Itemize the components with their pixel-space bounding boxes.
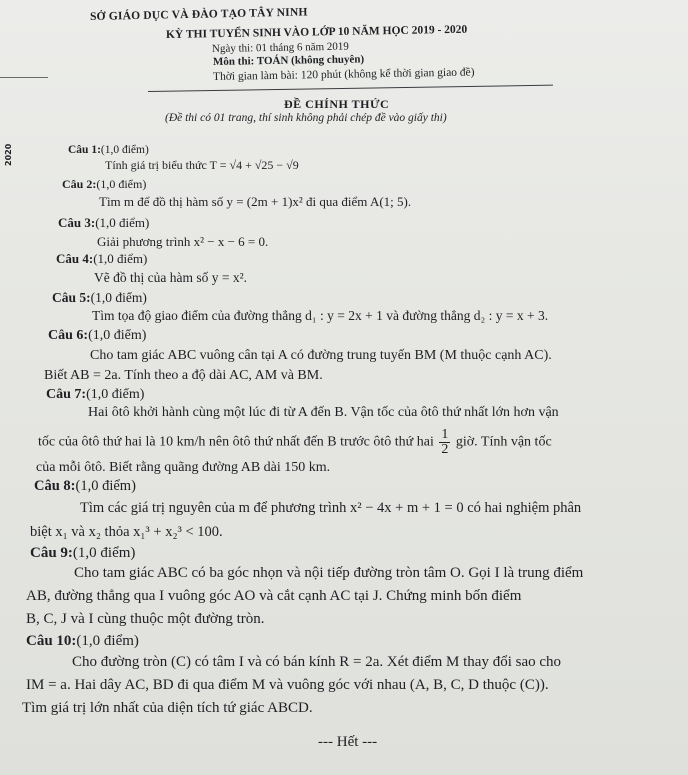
exam-date: Ngày thi: 01 tháng 6 năm 2019 [211,40,349,55]
department-name: SỞ GIÁO DỤC VÀ ĐÀO TẠO TÂY NINH [89,6,308,23]
official-label: ĐỀ CHÍNH THỨC [284,97,390,111]
question-7-header: Câu 7:(1,0 điểm) [46,387,145,402]
question-7-text-1: Hai ôtô khởi hành cùng một lúc đi từ A đến B. Vận tốc của ôtô thứ nhất lớn hơn vận [88,405,559,420]
header-divider [148,85,553,92]
question-10-text-1: Cho đường tròn (C) có tâm I và có bán kính R = 2a. Xét điểm M thay đổi sao cho [72,654,562,670]
question-1-text: Tính giá trị biểu thức T = √4 + √25 − √9 [105,158,299,172]
question-4-text: Vẽ đồ thị của hàm số y = x². [94,270,248,285]
end-marker: --- Hết --- [318,734,378,750]
question-9-text-1: Cho tam giác ABC có ba góc nhọn và nội tiếp đường tròn tâm O. Gọi I là trung điểm [74,565,584,581]
question-8-text-2: biệt x₁ và x₂ thỏa x₁³ + x₂³ < 100. [30,524,223,540]
question-9-text-3: B, C, J và I cùng thuộc một đường tròn. [26,611,265,627]
question-10-header: Câu 10:(1,0 điểm) [26,633,139,649]
exam-duration: Thời gian làm bài: 120 phút (không kể thời gian giao đề) [212,66,475,83]
question-6-text-2: Biết AB = 2a. Tính theo a độ dài AC, AM và BM. [44,368,323,383]
question-7-text-2: tốc của ôtô thứ hai là 10 km/h nên ôtô thứ nhất đến B trước ôtô thứ hai $\frac{1}{2}$ giờ. Tính vận tốc [38,427,552,457]
question-9-text-2: AB, đường thẳng qua I vuông góc AO và cắt cạnh AC tại J. Chứng minh bốn điểm [26,588,522,604]
exam-subject: Môn thi: TOÁN (không chuyên) [212,53,365,68]
question-3-header: Câu 3:(1,0 điểm) [58,215,150,230]
question-7-text-3: của mỗi ôtô. Biết rằng quãng đường AB dài 150 km. [36,460,331,475]
exam-title: KỲ THI TUYỂN SINH VÀO LỚP 10 NĂM HỌC 2019 - 2020 [165,23,468,41]
question-4-header: Câu 4:(1,0 điểm) [56,251,148,266]
left-margin-line [0,77,48,78]
exam-note: (Đề thi có 01 trang, thí sinh không phải chép đề vào giấy thi) [165,112,447,124]
fraction-one-half: $\frac{1}{2}$ [441,427,449,457]
question-5-text: Tìm tọa độ giao điểm của đường thẳng d₁ : y = 2x + 1 và đường thẳng d₂ : y = x + 3. [92,308,549,323]
question-5-header: Câu 5:(1,0 điểm) [52,290,147,305]
question-8-header: Câu 8:(1,0 điểm) [34,478,136,494]
question-9-header: Câu 9:(1,0 điểm) [30,545,136,561]
question-3-text: Giải phương trình x² − x − 6 = 0. [97,234,269,249]
question-10-text-3: Tìm giá trị lớn nhất của diện tích tứ giác ABCD. [22,700,313,716]
question-6-text-1: Cho tam giác ABC vuông cân tại A có đường trung tuyến BM (M thuộc cạnh AC). [90,348,552,363]
question-2-text: Tìm m để đồ thị hàm số y = (2m + 1)x² đi qua điểm A(1; 5). [99,194,412,209]
question-6-header: Câu 6:(1,0 điểm) [48,328,147,343]
question-1-header: Câu 1:(1,0 điểm) [68,144,149,156]
side-mark: 2020 [4,143,13,166]
question-8-text-1: Tìm các giá trị nguyên của m để phương trình x² − 4x + m + 1 = 0 có hai nghiệm phân [80,500,582,516]
question-10-text-2: IM = a. Hai dây AC, BD đi qua điểm M và vuông góc với nhau (A, B, C, D thuộc (C)). [26,677,549,693]
question-2-header: Câu 2:(1,0 điểm) [62,177,147,191]
